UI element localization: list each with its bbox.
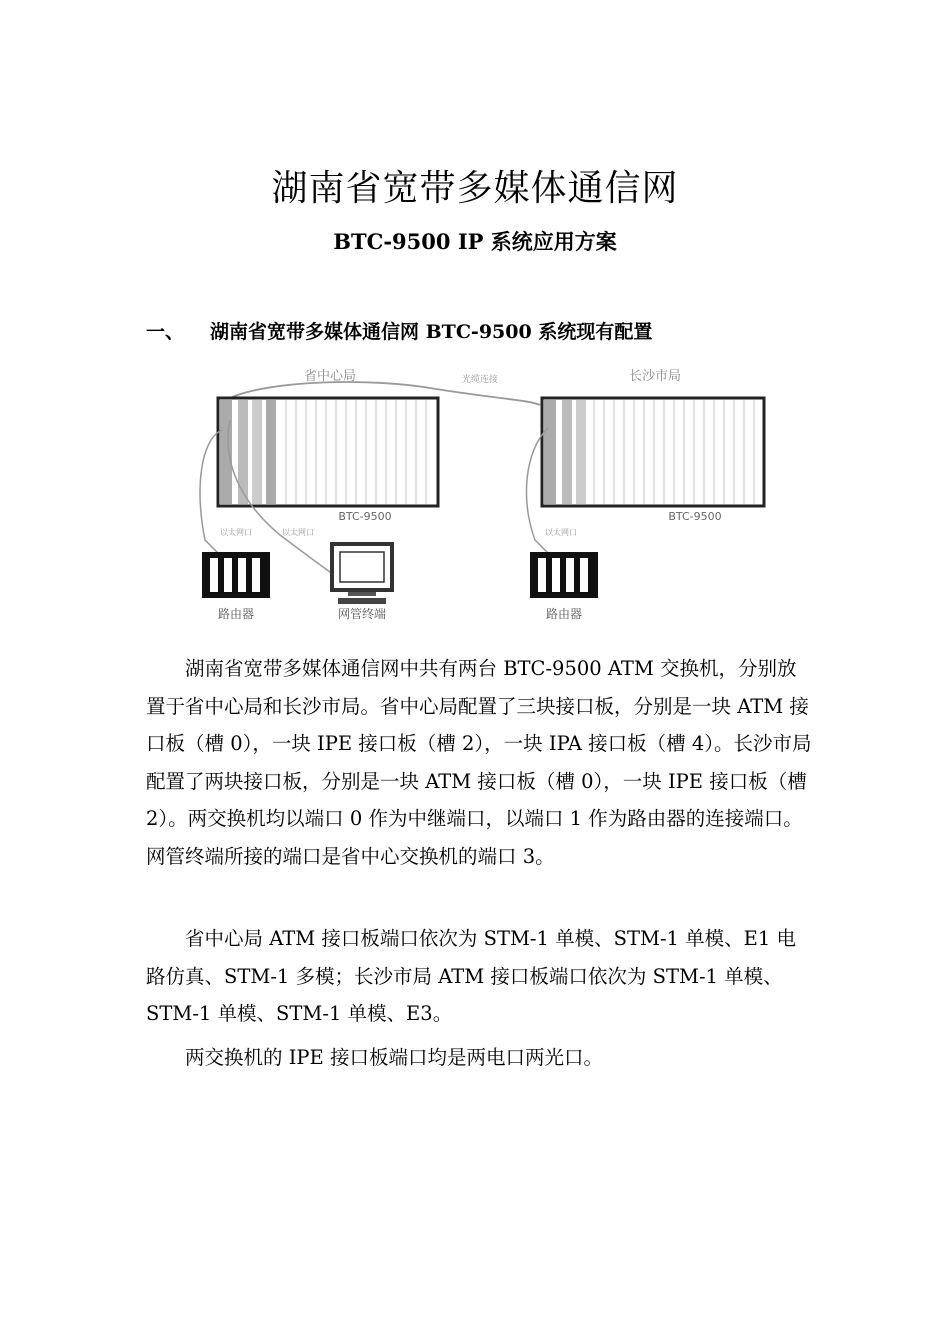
right-switch (542, 398, 764, 506)
right-router-label: 路由器 (545, 607, 583, 621)
left-router-label: 路由器 (217, 607, 255, 621)
document-subtitle: BTC-9500 IP 系统应用方案 (333, 229, 617, 254)
terminal-label: 网管终端 (337, 607, 387, 621)
left-router-icon (202, 552, 270, 598)
left-switch (218, 398, 438, 506)
paragraph-ipe-ports: 两交换机的 IPE 接口板端口均是两电口两光口。 (185, 1046, 603, 1069)
right-device-label: BTC-9500 (668, 510, 722, 523)
right-router-icon (530, 552, 598, 598)
network-topology-diagram (190, 360, 780, 630)
section-heading (146, 317, 652, 344)
right-site-label: 长沙市局 (628, 369, 682, 384)
document-title: 湖南省宽带多媒体通信网 (271, 168, 679, 209)
terminal-icon (332, 544, 392, 604)
trunk-link-label: 光缆连接 (461, 375, 499, 385)
left-link-label: 以太网口 (220, 528, 252, 537)
paragraph-configuration: 湖南省宽带多媒体通信网中共有两台 BTC-9500 ATM 交换机，分别放置于省中心局和长沙市局。省中心局配置了三块接口板，分别是一块 ATM 接口板（槽 0），一块 IPE 接口板（槽 2），一块 IPA 接口板（槽 4）。长沙市局配置了两块接口板，分别是一块 ATM 接口板（槽 0），一块 IPE 接口板（槽 2）。两交换机均以端口 0 作为中继端口，以端口 1 作为路由器的连接端口。网管终端所接的端口是省中心交换机的端口 3。 (146, 657, 812, 868)
right-link-label: 以太网口 (545, 528, 577, 537)
paragraph-atm-ports: 省中心局 ATM 接口板端口依次为 STM-1 单模、STM-1 单模、E1 电路仿真、STM-1 多模；长沙市局 ATM 接口板端口依次为 STM-1 单模、STM-1 单模、STM-1 单模、E3。 (146, 927, 796, 1025)
left-site-label: 省中心局 (303, 369, 357, 384)
left-device-label: BTC-9500 (338, 510, 392, 523)
section-number: 一、 (146, 321, 185, 343)
center-link-label: 以太网口 (282, 528, 314, 537)
section-heading-text: 湖南省宽带多媒体通信网 BTC-9500 系统现有配置 (210, 321, 653, 343)
